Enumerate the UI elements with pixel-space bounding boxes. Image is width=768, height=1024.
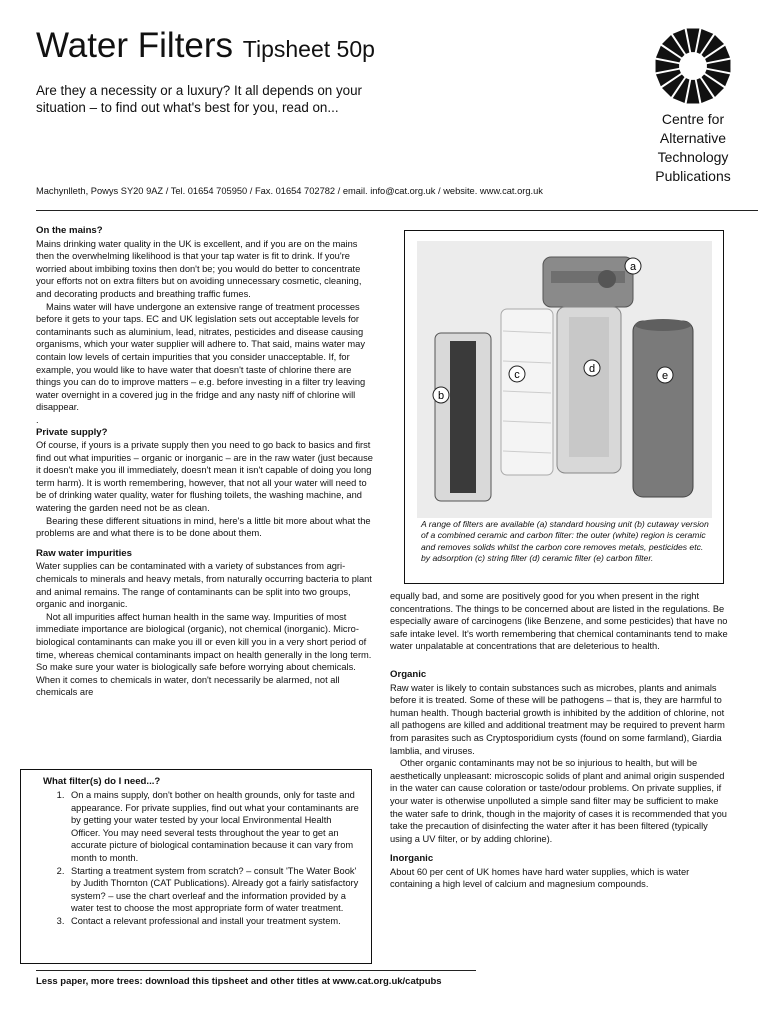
publisher-name	[638, 110, 748, 186]
page-title	[36, 28, 375, 63]
label-e: e	[661, 370, 669, 382]
filter-figure	[404, 230, 724, 584]
figure-caption: A range of filters are available (a) standard housing unit (b) cutaway version of a combined ceramic and carbon filter: the outer (white) region is ceramic and removes solids whilst the carbon core removes metals, pesticides etc. by adsorption (c) string filter (d) ceramic filter (e) carbon filter.	[421, 519, 709, 564]
private-heading: Private supply?	[36, 426, 108, 438]
cat-logo-icon	[648, 26, 738, 106]
organic-heading: Organic	[390, 668, 427, 680]
raw-paragraph: Water supplies can be contaminated with a variety of substances from agri-chemicals to minerals and heavy metals, from naturally occurring bacteria to plant and animal remains. The range of contaminants can be split into two groups, organic and inorganic.	[36, 561, 372, 610]
raw-paragraph-continued: equally bad, and some are positively good for you when present in the right concentrations. The things to be concerned about are listed in the regulations. Be especially aware of carcinogens (like Benzene, and some pesticides) that have no safe intake level. It's worth remembering that chemical contaminants tend to make water unpalatable at concentrations that are deleterious to health.	[390, 591, 728, 652]
mains-paragraph: Mains water will have undergone an extensive range of treatment processes before it gets to your taps. EC and UK legislation sets out acceptable levels for contaminants such as aluminium, lead, nitrates, pesticides and disease causing organisms, which your water supplier will adhere to. That said, mains water may contain low levels of certain impurities that you consider unacceptable. If, for example, you would like to have water that doesn't taste of chlorine there are things you can do to improve matters – e.g. before investing in a filter try leaving water overnight in a covered jug in the fridge and any nasty niff of chlorine will disappear.	[36, 301, 366, 413]
filters-illustration	[417, 241, 712, 518]
inorganic-heading: Inorganic	[390, 853, 434, 865]
string-filter-icon	[501, 309, 553, 475]
organic-paragraph: Other organic contaminants may not be so injurious to health, but will be aesthetically unpleasant: microscopic solids of plant and animal origin suspended in the water can cause coloration or taste/odour problems. On private supplies, if your water is otherwise unpolluted a simple sand filter may be sufficient to make the water safe to drink, though in the majority of cases it is recommended that you take the precaution of disinfecting the water after it has been filtered (typically using a UV filter, or by adding chlorine).	[390, 758, 727, 844]
footer-divider	[36, 970, 476, 971]
carbon-filter-icon	[633, 319, 693, 497]
tip-box	[20, 769, 372, 964]
publisher-line: Centre for	[661, 111, 725, 127]
publisher-line: Publications	[655, 168, 731, 184]
tip-heading: What filter(s) do I need...?	[43, 776, 161, 787]
tip-item: 2. Starting a treatment system from scratch? – consult 'The Water Book' by Judith Thornton (CAT Publications). Already got a fairly satisfactory system? – use the chart overleaf and the information provided by a water test to choose the most appropriate form of water treatment.	[67, 865, 363, 915]
private-paragraph: Bearing these different situations in mind, here's a little bit more about what the problems are and what there is to be done about them.	[36, 515, 371, 539]
intro-text: Are they a necessity or a luxury? It all depends on your situation – to find out what's best for you, read on...	[36, 83, 363, 115]
tip-list	[21, 789, 371, 928]
title-main: Water Filters	[36, 26, 234, 65]
right-column	[390, 590, 730, 891]
label-c: c	[514, 369, 520, 381]
contact-address: Machynlleth, Powys SY20 9AZ / Tel. 01654 705950 / Fax. 01654 702782 / email. info@cat.org.uk / website. www.cat.org.uk	[36, 186, 543, 196]
mains-dot: .	[36, 414, 39, 425]
label-b: b	[437, 390, 445, 402]
tip-item: 3. Contact a relevant professional and install your treatment system.	[67, 915, 363, 928]
inorganic-paragraph: About 60 per cent of UK homes have hard water supplies, which is water containing a high level of calcium and magnesium compounds.	[390, 866, 690, 890]
publisher-line: Technology	[657, 149, 729, 165]
mains-heading: On the mains?	[36, 225, 103, 236]
raw-heading: Raw water impurities	[36, 547, 132, 559]
label-a: a	[629, 261, 637, 273]
header-divider	[36, 210, 758, 211]
private-paragraph: Of course, if yours is a private supply then you need to go back to basics and first find out what impurities – organic or inorganic – are in the raw water (just because it doesn't make you ill immediately, doesn't mean it isn't capable of doing you long term harm). It is worth remembering, however, that not all your water will need to be of drinking water quality, water for flushing toilets, the washing machine, and watering the garden need not be as clean.	[36, 440, 373, 514]
mains-paragraph: Mains drinking water quality in the UK is excellent, and if you are on the mains then the overwhelming likelihood is that your tap water is fit to drink. If you're worried about imbibing toxins then don't be; you would do better to concentrate your efforts not on extra filters but on avoiding unnecessary cosmetic, cleaning, and decorating products and breathing traffic fumes.	[36, 238, 362, 299]
tip-item: 1. On a mains supply, don't bother on health grounds, only for taste and appearance. For private supplies, find out what your contaminants are by getting your water tested by your local Environmental Health Officer. You may need several tests throughout the year to get an accurate picture of biological contamination because it can vary from month to month.	[67, 789, 363, 865]
title-subtitle: Tipsheet 50p	[242, 36, 375, 62]
left-column	[36, 225, 376, 699]
cutaway-filter-icon	[435, 333, 491, 501]
label-d: d	[588, 363, 596, 375]
footer-text: Less paper, more trees: download this tipsheet and other titles at www.cat.org.uk/catpubs	[36, 976, 442, 987]
organic-paragraph: Raw water is likely to contain substances such as microbes, plants and animals before it is treated. Some of these will be pathogens – that is, they are harmful to human health. Though bacterial growth is inhibited by the addition of chlorine, not all pathogens are killed and additional treatment may be required to prevent harm from parasites such as Cryptosporidium cysts (found on some farmland), Giardia lamblia, and viruses.	[390, 682, 725, 756]
raw-paragraph: Not all impurities affect human health in the same way. Impurities of most immediate importance are biological (organic), not chemical (inorganic). Micro-biological contaminants can make you ill or even kill you in a very short period of time, whereas chemical contaminants impact on health generally in the long term. So make sure your water is biologically safe before worrying about chemicals. When it comes to chemicals in water, don't necessarily be alarmed, not all chemicals are	[36, 611, 372, 698]
filters-photo	[417, 241, 712, 518]
publisher-line: Alternative	[659, 130, 727, 146]
